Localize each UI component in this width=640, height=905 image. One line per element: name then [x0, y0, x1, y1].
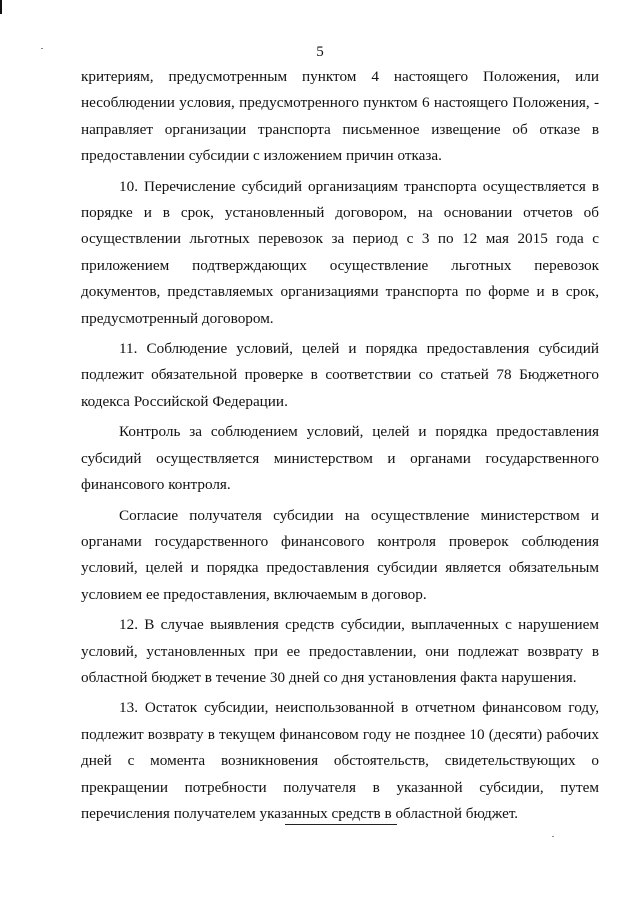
paragraph-item-11: 11. Соблюдение условий, целей и порядка предоставления субсидий подлежит обязательной проверке в соответствии со статьей 78 Бюджетного кодекса Российской Федерации.	[81, 340, 599, 410]
scan-speck	[552, 836, 554, 837]
paragraph-consent: Согласие получателя субсидии на осуществление министерством и органами государственного финансового контроля проверок соблюдения условий, целей и порядка предоставления субсидии является обязательным условием ее предоставления, включаемым в договор.	[81, 506, 599, 603]
document-body	[81, 64, 599, 827]
end-of-document-rule	[285, 824, 397, 825]
paragraph-continuation: критериям, предусмотренным пунктом 4 настоящего Положения, или несоблюдении условия, предусмотренного пунктом 6 настоящего Положения, - направляет организации транспорта письменное извещение об отказе в предоставлении субсидии с изложением причин отказа.	[81, 68, 599, 165]
paragraph-control: Контроль за соблюдением условий, целей и порядка предоставления субсидий осуществляется министерством и органами государственного финансового контроля.	[81, 423, 599, 494]
paragraph-item-13: 13. Остаток субсидии, неиспользованной в отчетном финансовом году, подлежит возврату в текущем финансовом году не позднее 10 (десяти) рабочих дней с момента возникновения обстоятельств, свидетельствующих о прекращении потребности получателя в указанной субсидии, путем перечисления получателем указанных средств в областной бюджет.	[81, 699, 599, 822]
paragraph-item-12: 12. В случае выявления средств субсидии, выплаченных с нарушением условий, установленных при ее предоставлении, они подлежат возврату в областной бюджет в течение 30 дней со дня установления факта нарушения.	[81, 616, 599, 686]
scan-edge-mark	[0, 0, 2, 14]
paragraph-item-10: 10. Перечисление субсидий организациям транспорта осуществляется в порядке и в срок, установленный договором, на основании отчетов об осуществлении льготных перевозок за период с 3 по 12 мая 2015 года с приложением подтверждающих осуществление льготных перевозок документов, представляемых организациями транспорта по форме и в срок, предусмотренный договором.	[81, 177, 599, 327]
page-number: 5	[316, 44, 324, 60]
